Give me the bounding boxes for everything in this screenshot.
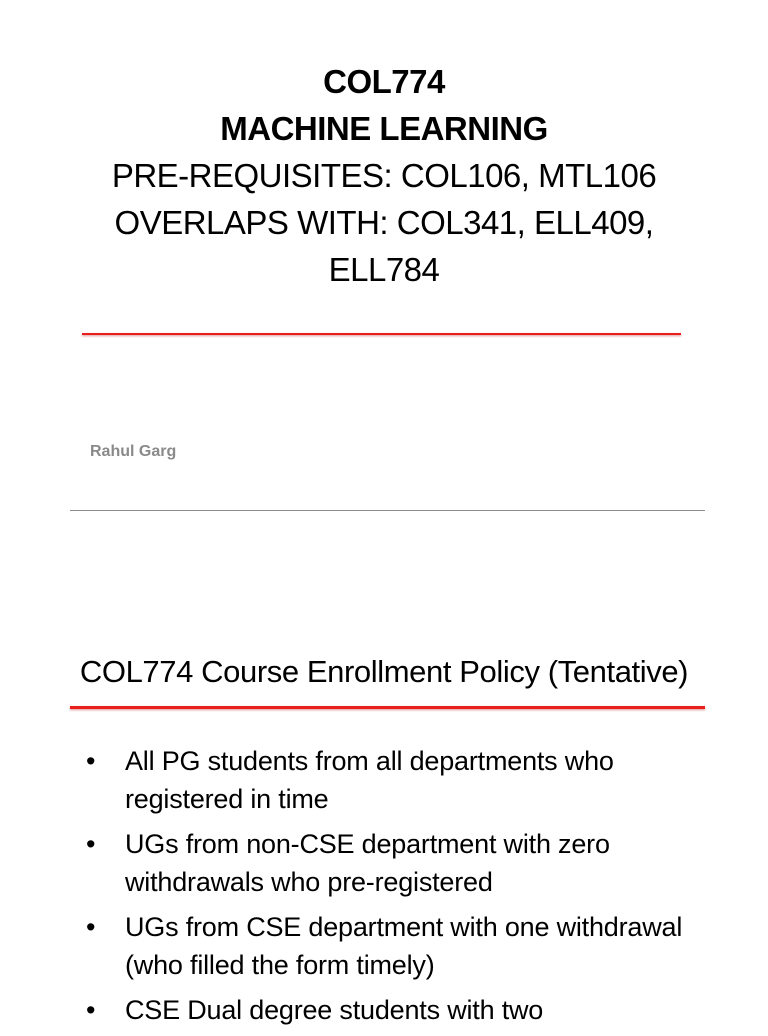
slide-1-title [0,58,768,293]
bullet-icon: • [86,746,96,776]
list-item [82,825,702,901]
bullet-icon: • [86,995,96,1025]
list-item-text: CSE Dual degree students with two [125,995,544,1025]
overlaps-line-2: ELL784 [328,251,440,288]
slide-2-title: COL774 Course Enrollment Policy (Tentative) [79,654,689,689]
slide-2-title-divider [70,706,705,709]
course-name: MACHINE LEARNING [220,110,548,147]
prerequisites: PRE-REQUISITES: COL106, MTL106 [111,157,657,194]
slide-separator [70,510,705,511]
list-item [82,991,702,1029]
list-item [82,742,702,818]
list-item-text: All PG students from all departments who registered in time [125,746,614,814]
course-code: COL774 [323,63,445,100]
title-divider [82,333,681,335]
overlaps-line-1: OVERLAPS WITH: COL341, ELL409, [114,204,654,241]
bullet-icon: • [86,829,96,859]
list-item [82,908,702,984]
list-item-text: UGs from CSE department with one withdrawal (who filled the form timely) [125,912,683,980]
bullet-icon: • [86,912,96,942]
enrollment-policy-list [82,742,702,1036]
author-name: Rahul Garg [90,443,177,460]
list-item-text: UGs from non-CSE department with zero withdrawals who pre-registered [125,829,610,897]
